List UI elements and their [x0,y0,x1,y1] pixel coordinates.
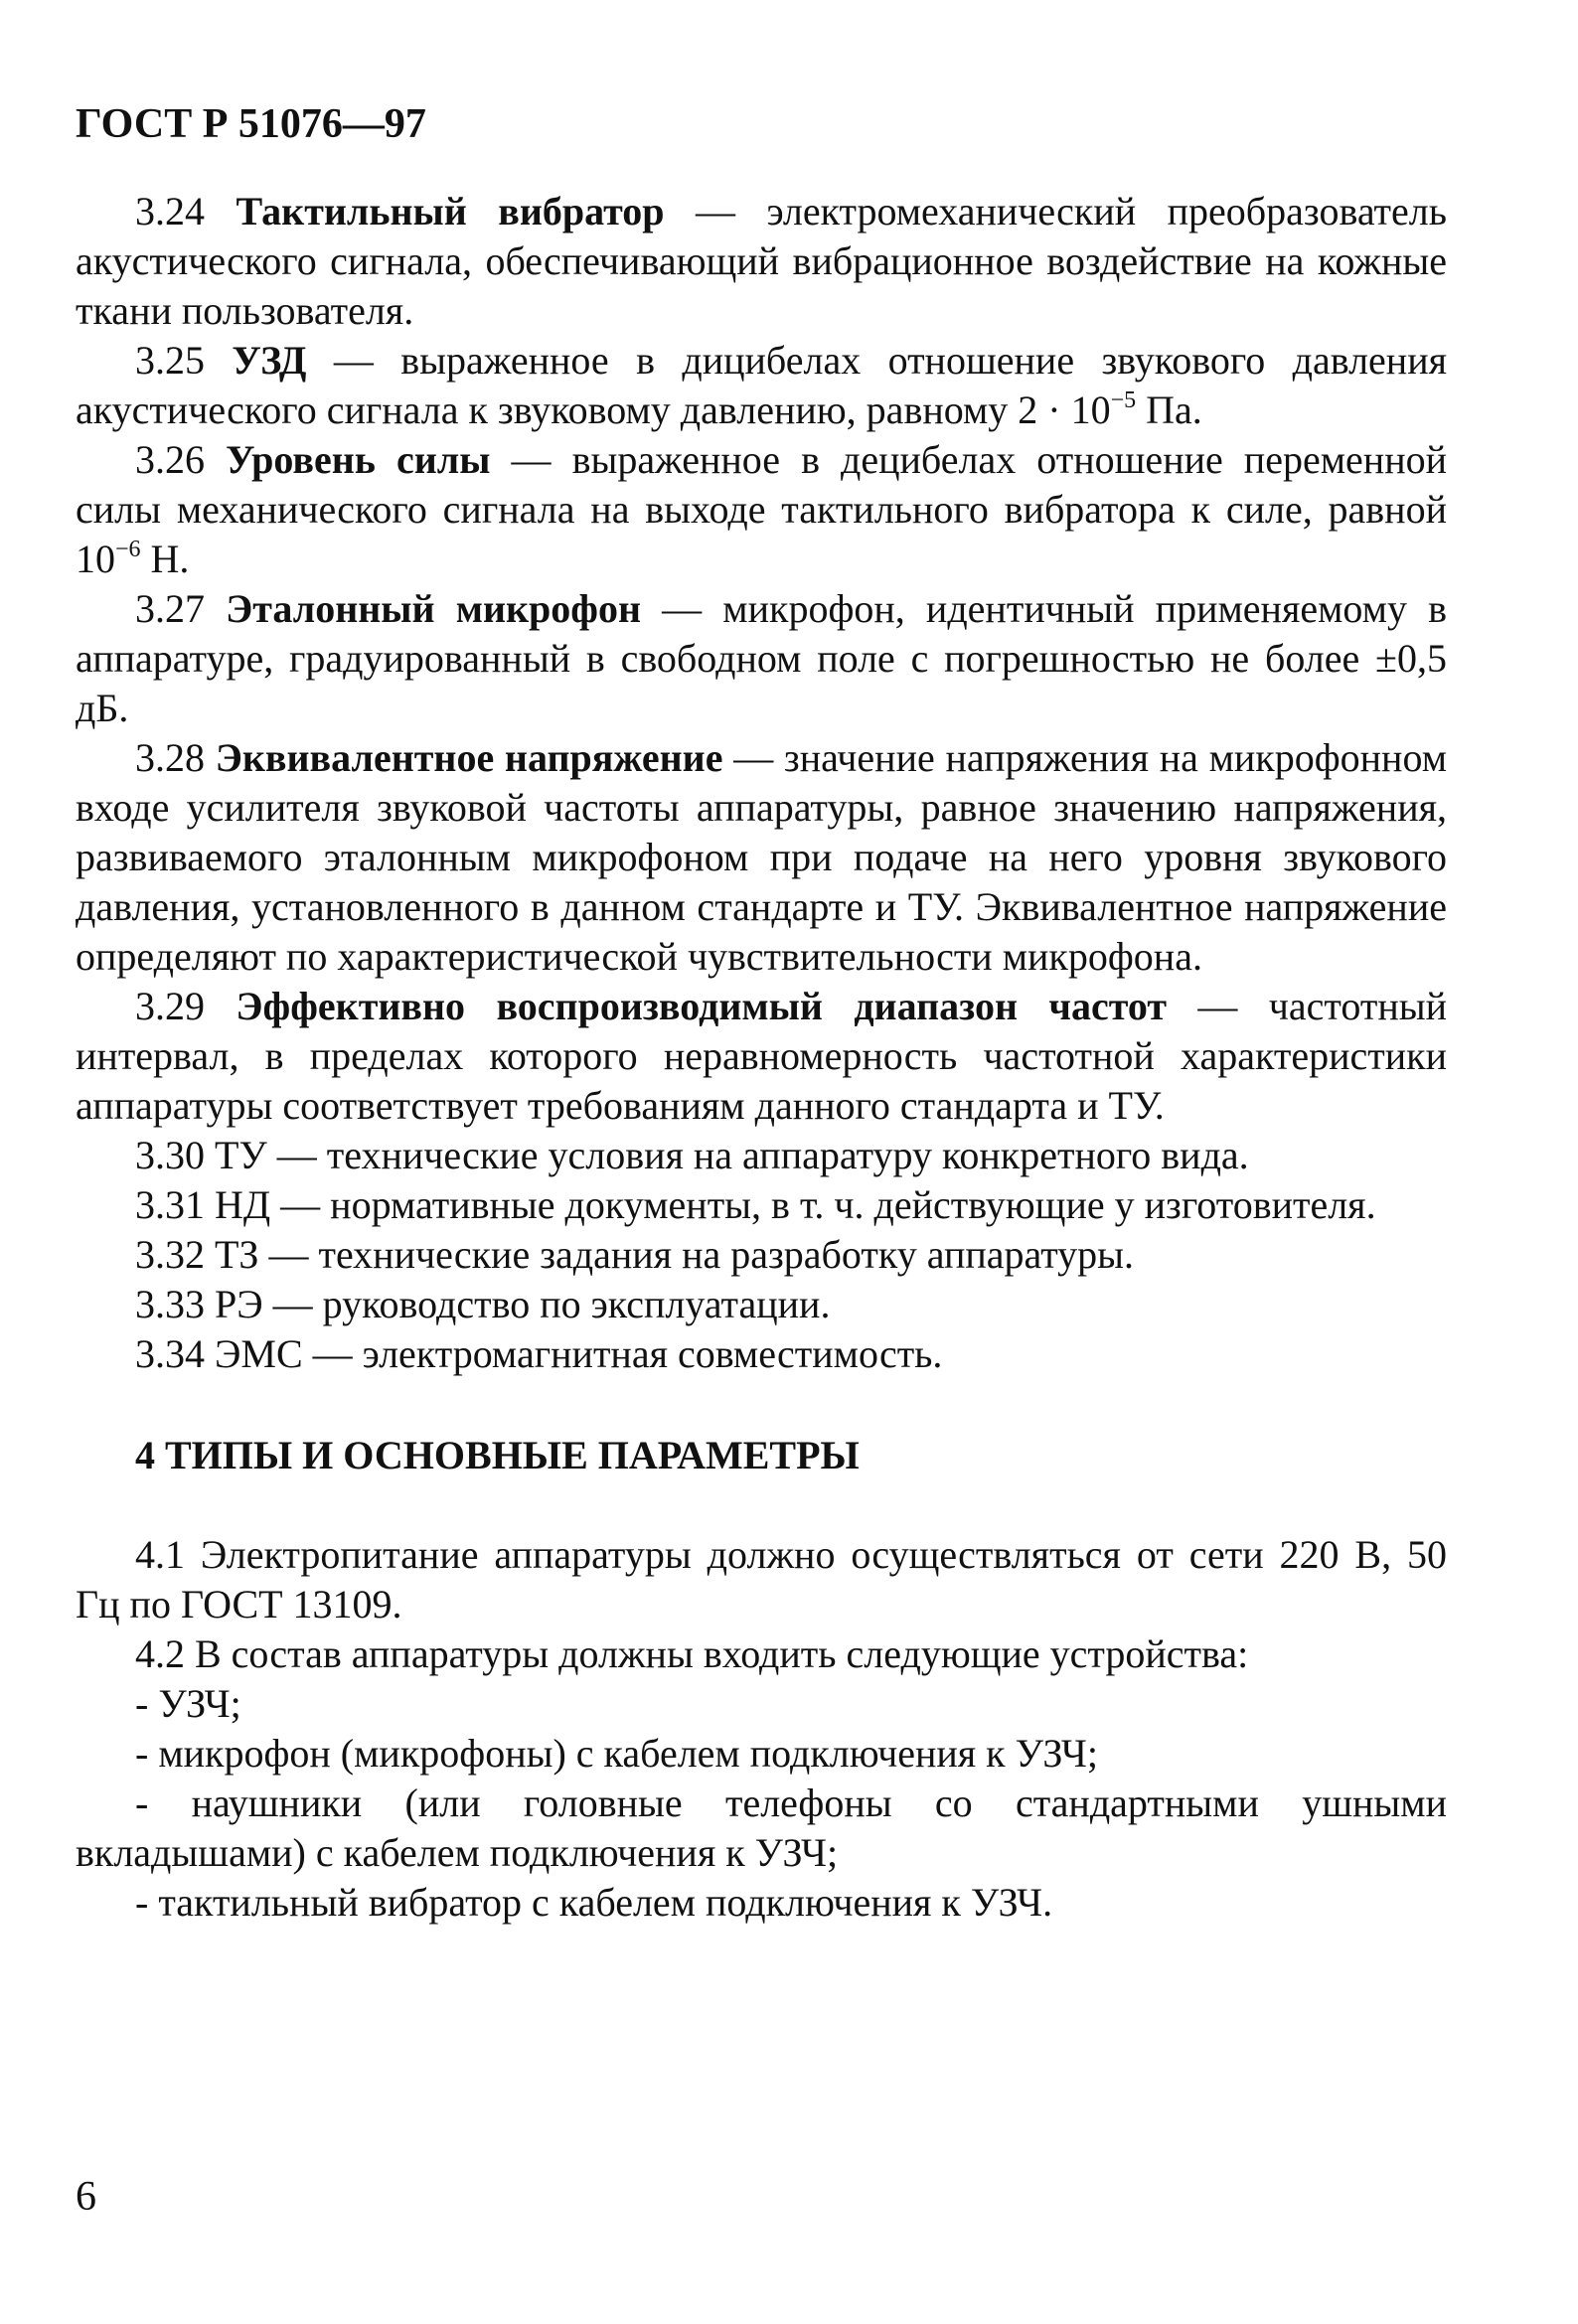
definition-text: — частотный интервал, в пределах которого неравномерность частотной характеристики аппаратуры соответствует требованиям данного стандарта и ТУ. [76,984,1447,1128]
clause-number: 3.26 [135,437,205,482]
list-item: - тактильный вибратор с кабелем подключения к УЗЧ. [135,1880,1053,1925]
abbreviation-3-34 [76,1329,1447,1379]
definition-text: — выраженное в дицибелах отношение звукового давления акустического сигнала к звуковому давлению, равному 2 · 10 [76,338,1448,432]
definition-text: — выраженное в децибелах отношение переменной силы механического сигнала на выходе тактильного вибратора к силе, равной 10 [76,437,1448,581]
list-item: - УЗЧ; [135,1681,241,1726]
term: Уровень силы [226,437,491,482]
clause-number: 3.30 [135,1133,205,1177]
term: Тактильный вибратор [236,189,665,233]
document-page [76,99,1447,1928]
definition-text: — значение напряжения на микрофонном входе усилителя звуковой частоты аппаратуры, равное значению напряжения, развиваемого эталонным микрофоном при подаче на него уровня звукового давления, установленного в данном стандарте и ТУ. Эквивалентное напряжение определяют по характеристической чувствительности микрофона. [76,735,1448,979]
definition-3-25 [76,336,1447,435]
abbreviation-3-30 [76,1131,1447,1180]
abbreviation-3-33 [76,1280,1447,1329]
list-item: - микрофон (микрофоны) с кабелем подключения к УЗЧ; [135,1731,1099,1776]
exponent: −6 [115,537,141,562]
definition-3-24 [76,187,1447,336]
term: Эквивалентное напряжение [215,735,723,780]
abbreviation-text: ЭМС — электромагнитная совместимость. [215,1331,943,1376]
clause-number: 3.25 [135,338,205,383]
list-item: - наушники (или головные телефоны со стандартными ушными вкладышами) с кабелем подключения к УЗЧ; [76,1781,1447,1875]
abbreviation-3-32 [76,1230,1447,1280]
clause-number: 3.34 [135,1331,205,1376]
exponent: −5 [1110,387,1137,413]
clause-number: 3.29 [135,984,205,1028]
clause-number: 3.32 [135,1232,205,1277]
definition-text: — электромеханический преобразователь акустического сигнала, обеспечивающий вибрационное воздействие на кожные ткани пользователя. [76,189,1447,333]
term: Эффективно воспроизводимый диапазон частот [236,984,1167,1028]
page-number: 6 [76,2174,96,2220]
clause-number: 3.28 [135,735,205,780]
clause-number: 3.33 [135,1282,205,1326]
term: Эталонный микрофон [226,586,642,631]
abbreviation-text: РЭ — руководство по эксплуатации. [215,1282,831,1326]
clause-number: 3.27 [135,586,205,631]
abbreviation-text: ТЗ — технические задания на разработку аппаратуры. [215,1232,1135,1277]
clause-number: 3.31 [135,1182,205,1227]
document-code: ГОСТ Р 51076—97 [76,101,426,147]
term: УЗД [232,338,307,383]
definition-text-end: Н. [140,537,190,581]
paragraph-4-2: 4.2 В состав аппаратуры должны входить следующие устройства: [135,1631,1249,1676]
section-heading: 4 ТИПЫ И ОСНОВНЫЕ ПАРАМЕТРЫ [135,1433,860,1477]
abbreviation-text: НД — нормативные документы, в т. ч. действующие у изготовителя. [215,1182,1376,1227]
definition-3-28 [76,733,1447,982]
definition-3-27 [76,584,1447,733]
abbreviation-3-31 [76,1180,1447,1230]
paragraph-4-1: 4.1 Электропитание аппаратуры должно осуществляться от сети 220 В, 50 Гц по ГОСТ 13109. [76,1532,1447,1627]
definition-3-26 [76,435,1447,584]
definition-text-end: Па. [1136,387,1202,432]
definition-text: — микрофон, идентичный применяемому в аппаратуре, градуированный в свободном поле с погрешностью не более ±0,5 дБ. [76,586,1447,730]
definition-3-29 [76,982,1447,1131]
clause-number: 3.24 [135,189,205,233]
abbreviation-text: ТУ — технические условия на аппаратуру конкретного вида. [215,1133,1249,1177]
